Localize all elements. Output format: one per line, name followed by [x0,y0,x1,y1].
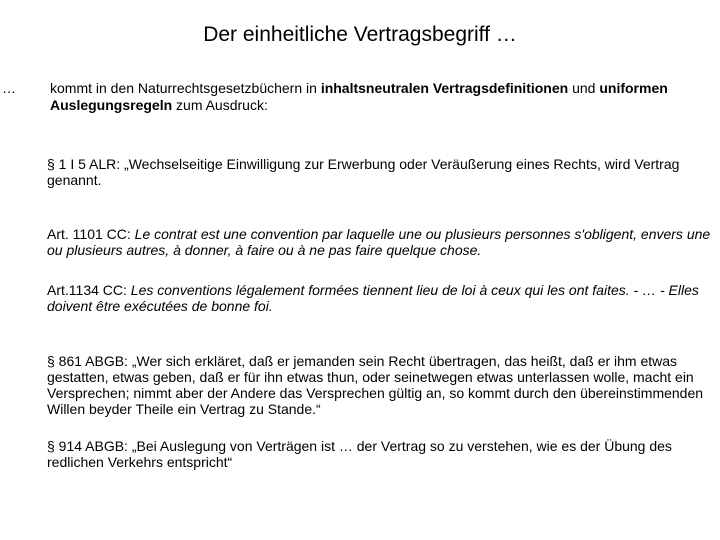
quote-alr [47,156,712,188]
intro-paragraph [2,80,720,114]
quote-abgb-914 [47,438,712,470]
quote-source: § 861 ABGB: [47,353,128,369]
quote-source: Art.1134 CC: [47,282,127,298]
quote-source: § 1 I 5 ALR: [47,156,121,172]
quote-text: Le contrat est une convention par laquelle une ou plusieurs personnes s'obligent, envers une ou plusieurs autres, à donner, à faire ou à ne pas faire quelque chose. [47,226,711,258]
quote-text: „Wer sich erkläret, daß er jemanden sein Recht übertragen, das heißt, daß er ihm etwas gestatten, etwas geben, daß er für ihn etwas thun, oder seinetwegen etwas unterlassen wolle, macht ein Versprechen; nimmt aber der Andere das Versprechen gültig an, so kommt durch den übereinstimmenden Willen beyder Theile ein Vertrag zu Stande.“ [47,353,704,417]
intro-ellipsis: … [2,80,16,96]
quote-text: „Bei Auslegung von Verträgen ist … der Vertrag so zu verstehen, wie es der Übung des redlichen Verkehrs entspricht“ [47,438,672,470]
quote-abgb-861 [47,353,712,417]
quote-source: § 914 ABGB: [47,438,128,454]
intro-bold-definitions: inhaltsneutralen Vertragsdefinitionen [320,80,569,96]
intro-bold-rules: uniformen Auslegungsregeln [50,80,668,113]
quote-text: Les conventions légalement formées tiennent lieu de loi à ceux qui les ont faites. - … - Elles doivent être exécutées de bonne foi. [47,282,699,314]
slide-title: Der einheitliche Vertragsbegriff … [203,23,517,46]
quote-text: „Wechselseitige Einwilligung zur Erwerbung oder Veräußerung eines Rechts, wird Vertrag genannt. [47,156,680,188]
quote-source: Art. 1101 CC: [47,226,131,242]
intro-text-mid: und [568,80,600,96]
intro-text-before: kommt in den Naturrechtsgesetzbüchern in [50,80,321,96]
quote-cc-1134 [47,282,712,314]
quote-cc-1101 [47,226,712,258]
intro-text-after: zum Ausdruck: [172,97,268,113]
